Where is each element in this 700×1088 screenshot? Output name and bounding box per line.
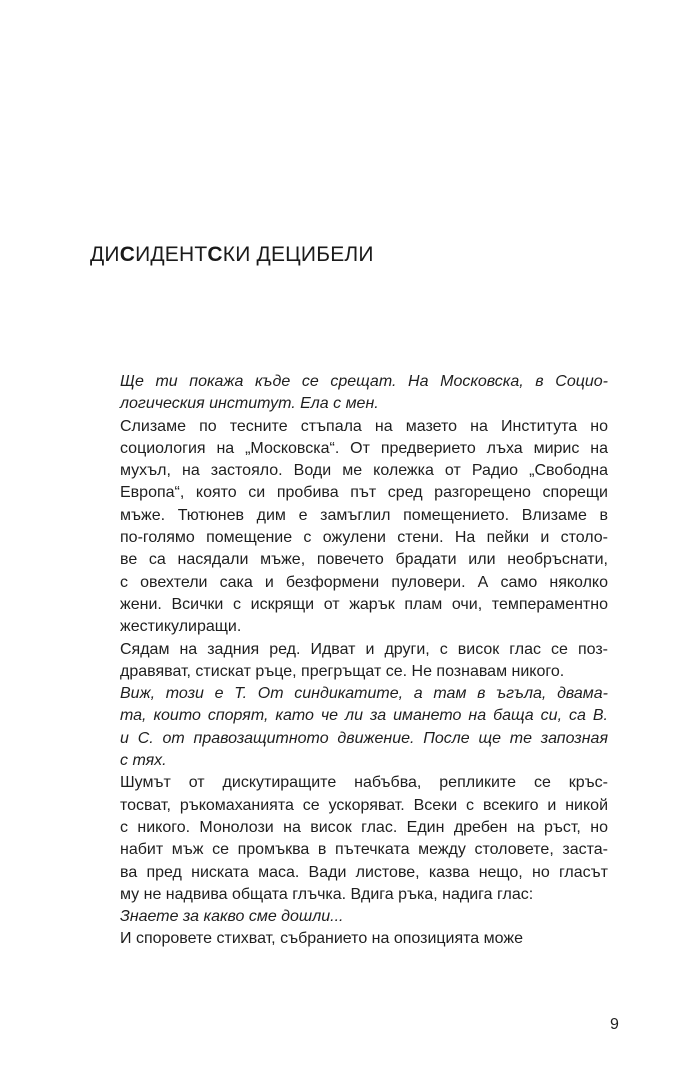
text-line: с тях. [120,752,167,770]
paragraph [90,683,608,772]
paragraph [90,906,608,928]
text-line: дравяват, стискат ръце, прегръщат се. Не познавам никого. [120,662,565,680]
text-line: по-голямо помещение с ожулени стени. На пейки и столо- [120,529,608,547]
text-line: жестикулиращи. [120,618,242,636]
chapter-title [90,243,374,267]
title-part: ДИ [90,243,120,266]
page-number: 9 [610,1016,619,1033]
text-line: мъже. Тютюнев дим е замъглил помещението. Влизаме в [120,506,608,524]
text-line: Шумът от дискутиращите набъбва, репликите се кръс- [120,774,608,792]
text-line: Знаете за какво сме дошли... [120,908,344,926]
paragraph [90,416,608,639]
title-part-bold: С [119,243,136,266]
title-part: КИ ДЕЦИБЕЛИ [222,243,374,266]
text-line: та, които спорят, като че ли за имането на баща си, са В. [120,707,608,725]
title-part-bold: С [207,243,223,266]
paragraph [90,928,608,950]
text-line: Слизаме по тесните стъпала на мазето на Института но [120,417,608,435]
text-line: с никого. Монолози на висок глас. Един дребен на ръст, но [120,818,608,836]
text-line: логическия институт. Ела с мен. [120,395,379,413]
text-line: и С. от правозащитното движение. После ще те запозная [120,729,608,747]
text-line: с овехтели сака и безформени пуловери. А само няколко [120,573,608,591]
text-line: му не надвива общата глъчка. Вдига ръка, надига глас: [120,885,534,903]
title-part: ИДЕНТ [135,243,208,266]
paragraph [90,371,608,416]
text-line: Европа“, която си пробива път сред разгорещено спорещи [120,484,608,502]
text-line: социология на „Московска“. От предверието лъха мирис на [120,439,608,457]
text-line: тосват, ръкомаханията се ускоряват. Всеки с всекиго и никой [120,796,608,814]
text-line: мухъл, на застояло. Води ме колежка от Радио „Свободна [120,462,608,480]
body-text [90,371,608,951]
text-line: Виж, този е Т. От синдикатите, а там в ъгъла, двама- [120,685,608,703]
text-line: ва пред ниската маса. Вади листове, казва нещо, но гласът [120,863,608,881]
text-line: Сядам на задния ред. Идват и други, с висок глас се поз- [120,640,608,658]
paragraph [90,772,608,906]
text-line: Ще ти покажа къде се срещат. На Московска, в Социо- [120,373,608,390]
paragraph [90,639,608,684]
text-line: ве са насядали мъже, повечето брадати или необръснати, [120,551,608,569]
text-line: набит мъж се промъква в пътечката между столовете, заста- [120,841,608,859]
text-line: жени. Всички с искрящи от жарък плам очи, темпераментно [120,595,608,613]
text-line: И споровете стихват, събранието на опозицията може [120,930,523,948]
